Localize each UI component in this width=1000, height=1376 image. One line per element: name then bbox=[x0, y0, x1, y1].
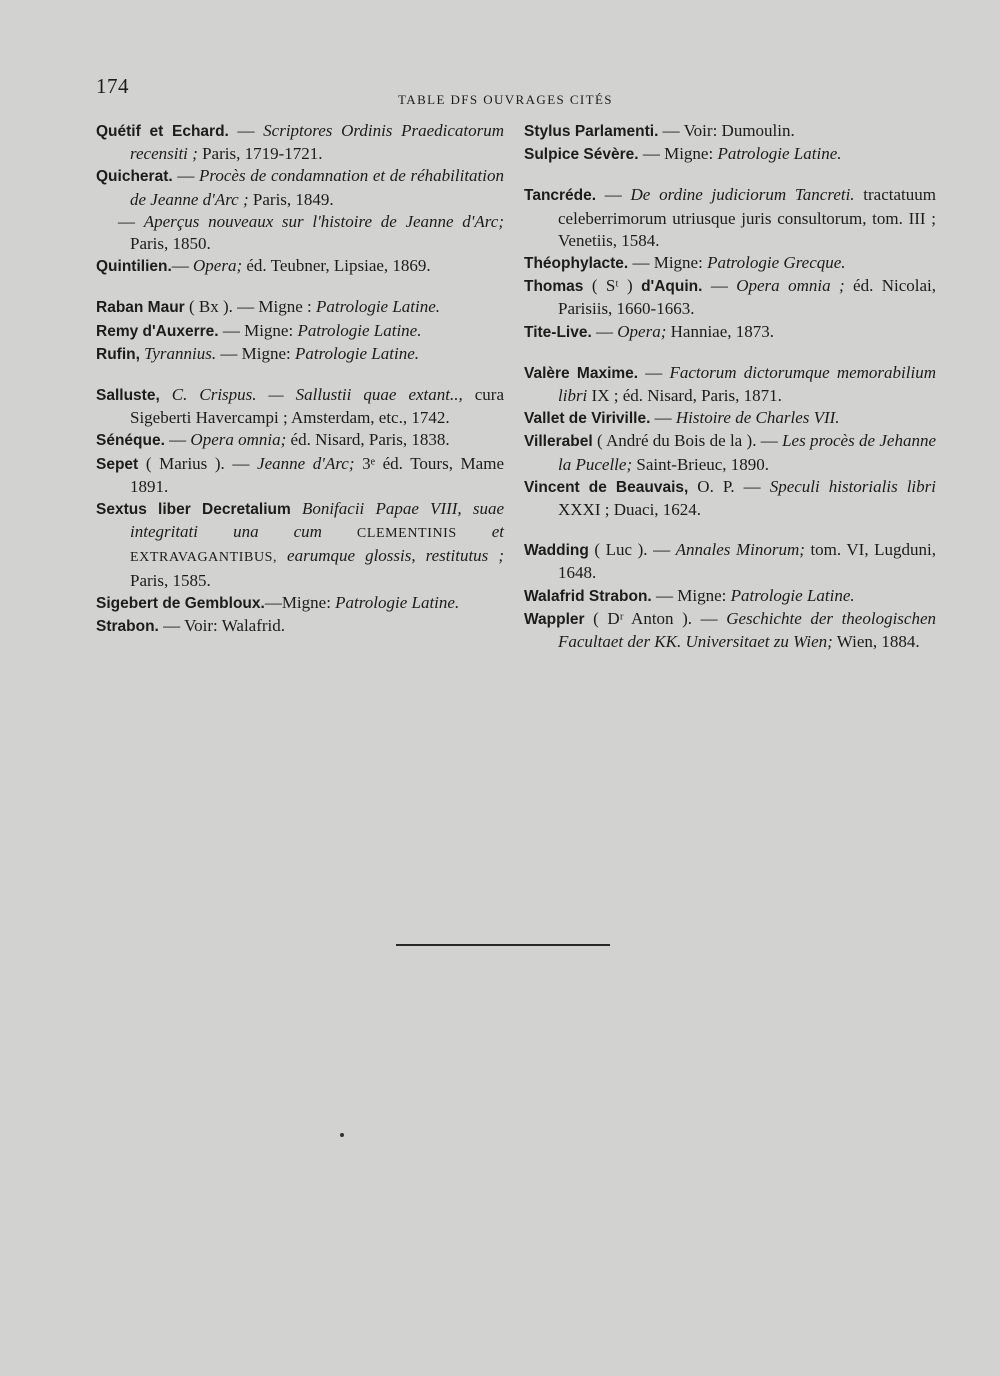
entry-salluste bbox=[96, 384, 504, 429]
entry-quintilien: Quintilien.— Opera; éd. Teubner, Lipsiae, 1869. bbox=[96, 256, 431, 276]
entry-work: Patrologie Latine. bbox=[717, 144, 842, 164]
entry-work: De ordine judiciorum Tancreti. bbox=[630, 185, 855, 205]
entry-details: Paris, 1585. bbox=[130, 570, 211, 590]
entry-qualifier: O. P. — bbox=[688, 476, 770, 496]
entry-smallcaps-2: EXTRAVAGANTIBUS, bbox=[130, 550, 288, 566]
entry-author: Walafrid Strabon. bbox=[524, 587, 652, 605]
entry-details: Voir: Walafrid. bbox=[184, 616, 286, 636]
entry-details: 3ᵉ éd. Tours, Mame 1891. bbox=[130, 453, 504, 496]
entry-rufin bbox=[96, 343, 504, 366]
entry-author: Remy d'Auxerre. bbox=[96, 322, 219, 340]
entry-wadding bbox=[524, 539, 936, 584]
entry-details: éd. Nicolai, Parisiis, 1660-1663. bbox=[558, 276, 936, 319]
entry-vallet: Vallet de Viriville. — Histoire de Charles VII. bbox=[524, 408, 840, 428]
entry-details: cura Sigeberti Havercampi ; Amsterdam, etc., 1742. bbox=[130, 385, 504, 428]
entry-details: tom. VI, Lugduni, 1648. bbox=[558, 540, 936, 583]
entry-work: Speculi historialis libri bbox=[769, 476, 936, 496]
entry-qualifier: ( Sᵗ ) bbox=[583, 276, 642, 296]
entry-details: tractatuum celeberrimorum utriusque juris consultorum, tom. III ; Venetiis, 1584. bbox=[558, 185, 936, 250]
entry-details: Migne: bbox=[281, 592, 336, 612]
entry-wappler bbox=[524, 608, 936, 653]
entry-qualifier: ( Luc ). — bbox=[588, 540, 676, 560]
entry-details: Migne: bbox=[664, 144, 718, 164]
entry-work: Jeanne d'Arc; bbox=[257, 453, 355, 473]
entry-work: Patrologie Grecque. bbox=[707, 253, 846, 273]
entry-work: Opera; bbox=[617, 321, 667, 341]
entry-details: Hanniae, 1873. bbox=[666, 321, 775, 341]
entry-details: Paris, 1850. bbox=[130, 234, 211, 254]
entry-details: Migne: bbox=[244, 320, 298, 340]
entry-author: Théophylacte. bbox=[524, 255, 629, 273]
entry-details: Saint-Brieuc, 1890. bbox=[632, 454, 770, 474]
entry-author: Wappler bbox=[524, 610, 585, 628]
entry-work: Aperçus nouveaux sur l'histoire de Jeanne d'Arc; bbox=[143, 211, 504, 231]
entry-qualifier: ( Dʳ Anton ). — bbox=[584, 608, 727, 628]
entry-details: XXXI ; Duaci, 1624. bbox=[558, 500, 702, 520]
entry-work: Patrologie Latine. bbox=[297, 320, 422, 340]
entry-author: Sigebert de Gembloux. bbox=[96, 594, 265, 612]
entry-details: Paris, 1849. bbox=[248, 189, 334, 209]
entry-details: Migne: bbox=[677, 585, 731, 605]
entry-details: éd. Nisard, Paris, 1838. bbox=[286, 430, 450, 450]
entry-author: Rufin, bbox=[96, 345, 140, 363]
entry-smallcaps: CLEMENTINIS bbox=[321, 526, 492, 542]
entry-details: Voir: Dumoulin. bbox=[683, 121, 795, 140]
entry-author: Raban Maur bbox=[96, 299, 185, 317]
entry-details: éd. Teubner, Lipsiae, 1869. bbox=[242, 256, 431, 276]
entry-author: Quicherat. bbox=[96, 168, 173, 186]
entry-qualifier: ( Marius ). — bbox=[138, 453, 258, 473]
entry-details: Migne: bbox=[653, 253, 708, 273]
entry-author: Vallet de Viriville. bbox=[524, 410, 651, 428]
entry-tancrede: Tancréde. — De ordine judiciorum Tancreti. tractatuum celeberrimorum utriusque juris consultorum, tom. III ; Venetiis, 1584. bbox=[524, 185, 936, 250]
entry-quetif: Quétif et Echard. — Scriptores Ordinis Praedicatorum recensiti ; Paris, 1719-1721. bbox=[96, 121, 504, 164]
entry-quicherat-2: — Aperçus nouveaux sur l'histoire de Jeanne d'Arc; Paris, 1850. bbox=[118, 211, 504, 254]
entry-work: Tyrannius. bbox=[144, 343, 217, 363]
entry-author: Sextus liber Decretalium bbox=[96, 501, 291, 519]
entry-work: Patrologie Latine. bbox=[316, 297, 441, 317]
entry-details: Migne : bbox=[258, 297, 316, 317]
entry-remy: Remy d'Auxerre. — Migne: Patrologie Latine. bbox=[96, 320, 422, 340]
entry-author: Quintilien. bbox=[96, 258, 172, 276]
entry-work: Patrologie Latine. bbox=[730, 585, 855, 605]
entry-work: Histoire de Charles VII. bbox=[675, 408, 840, 428]
running-head: TABLE DFS OUVRAGES CITÉS bbox=[398, 92, 613, 107]
entry-work: Patrologie Latine. bbox=[335, 592, 460, 612]
entry-work: Opera omnia; bbox=[190, 430, 287, 450]
entry-qualifier: ( André du Bois de la ). — bbox=[592, 431, 783, 451]
entry-work: Les procès de Jehanne la Pucelle; bbox=[558, 431, 937, 474]
entry-sigebert: Sigebert de Gembloux.—Migne: Patrologie Latine. bbox=[96, 592, 460, 612]
ink-speck bbox=[340, 1133, 344, 1137]
page-number: 174 bbox=[96, 74, 129, 98]
entry-details: Wien, 1884. bbox=[832, 632, 920, 652]
entry-author: Villerabel bbox=[524, 433, 593, 451]
entry-work: Procès de condamnation et de réhabilitation de Jeanne d'Arc ; bbox=[130, 166, 504, 209]
entry-author: Stylus Parlamenti. bbox=[524, 123, 659, 140]
entry-author: Tite-Live. bbox=[524, 323, 592, 341]
entry-seneque: Sénéque. — Opera omnia; éd. Nisard, Paris, 1838. bbox=[96, 430, 450, 450]
entry-sepet bbox=[96, 453, 504, 498]
entry-villerabel bbox=[524, 430, 936, 475]
entry-details: Paris, 1719-1721. bbox=[197, 144, 323, 164]
entry-details: — Migne: bbox=[216, 343, 295, 363]
entry-author: Sulpice Sévère. bbox=[524, 146, 639, 164]
entry-author: Strabon. bbox=[96, 618, 159, 636]
entry-work: Opera; bbox=[193, 256, 243, 276]
entry-author: Sénéque. bbox=[96, 432, 165, 450]
entry-work-2: Patrologie Latine. bbox=[294, 343, 419, 363]
entry-work: Bonifacii Papae VIII, suae integritati una cum bbox=[130, 499, 505, 542]
entry-author: Wadding bbox=[524, 542, 589, 560]
entry-work: Factorum dictorumque memorabilium libri bbox=[558, 362, 936, 406]
entry-walafrid: Walafrid Strabon. — Migne: Patrologie Latine. bbox=[524, 585, 855, 605]
right-column bbox=[524, 120, 936, 653]
entry-work-3: earumque glossis, restitutus ; bbox=[287, 546, 504, 566]
entry-author: Salluste, bbox=[96, 387, 160, 405]
entry-tite-live: Tite-Live. — Opera; Hanniae, 1873. bbox=[524, 321, 775, 341]
entry-details: IX ; éd. Nisard, Paris, 1871. bbox=[587, 386, 782, 406]
entry-work: Opera omnia ; bbox=[736, 276, 845, 296]
entry-strabon: Strabon. — Voir: Walafrid. bbox=[96, 616, 286, 636]
entry-work: Annales Minorum; bbox=[675, 540, 805, 560]
section-end-rule bbox=[396, 944, 610, 946]
entry-author: Vincent de Beauvais, bbox=[524, 478, 689, 496]
entry-sulpice: Sulpice Sévère. — Migne: Patrologie Latine. bbox=[524, 144, 842, 164]
entry-qualifier: ( Bx ). — bbox=[184, 297, 259, 317]
entry-author: Quétif et Echard. bbox=[96, 123, 229, 140]
entry-author: Tancréde. bbox=[524, 187, 597, 205]
entry-work: C. Crispus. — Sallustii quae extant.., bbox=[171, 385, 463, 405]
entry-work-2: et bbox=[491, 522, 505, 542]
entry-work: Geschichte der theologischen Facultaet der KK. Universitaet zu Wien; bbox=[558, 608, 936, 652]
left-column bbox=[96, 120, 504, 638]
entry-theophylacte: Théophylacte. — Migne: Patrologie Grecque. bbox=[524, 253, 846, 273]
entry-author: Sepet bbox=[96, 455, 139, 473]
entry-sextus bbox=[96, 498, 504, 592]
entry-vincent bbox=[524, 476, 936, 521]
entry-author: Thomas bbox=[524, 278, 584, 296]
entry-raban bbox=[96, 296, 504, 319]
entry-quicherat: Quicherat. — Procès de condamnation et de réhabilitation de Jeanne d'Arc ; Paris, 1849. bbox=[96, 166, 504, 209]
entry-author: Valère Maxime. bbox=[524, 364, 639, 382]
entry-author-2: d'Aquin. bbox=[641, 278, 703, 296]
entry-valere: Valère Maxime. — Factorum dictorumque memorabilium libri IX ; éd. Nisard, Paris, 1871. bbox=[524, 362, 936, 406]
entry-work: Scriptores Ordinis Praedicatorum recensiti ; bbox=[130, 121, 504, 164]
entry-thomas: Thomas ( Sᵗ ) d'Aquin. — Opera omnia ; éd. Nicolai, Parisiis, 1660-1663. bbox=[524, 276, 936, 319]
entry-stylus: Stylus Parlamenti. — Voir: Dumoulin. bbox=[524, 121, 795, 140]
